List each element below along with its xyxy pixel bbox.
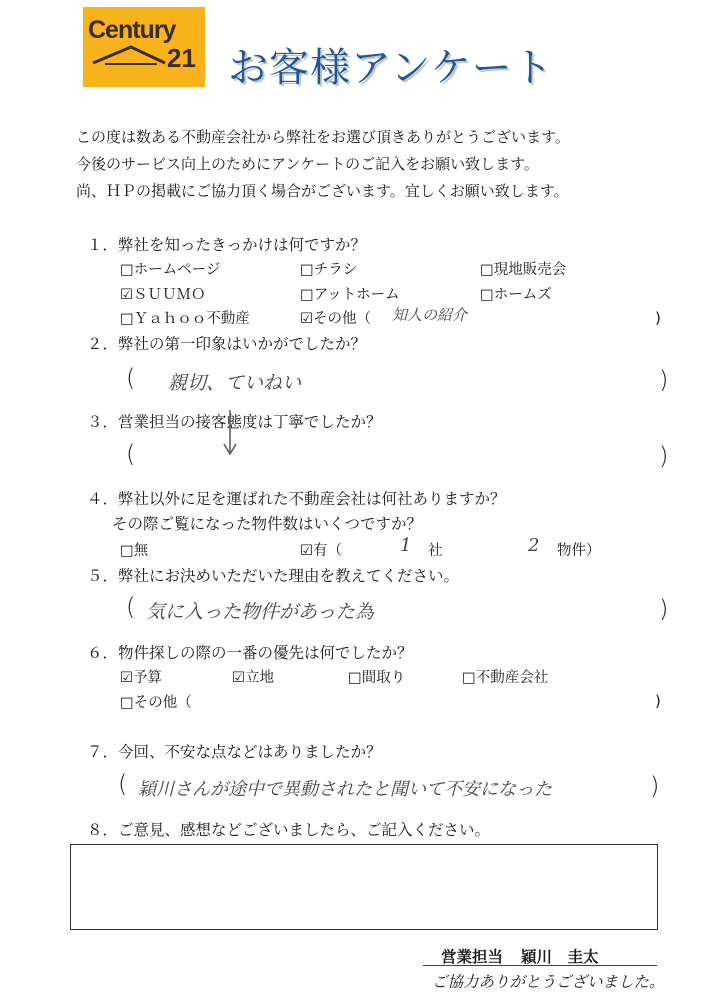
q5-open-paren: (	[126, 593, 136, 621]
q1-option-flyer[interactable]: □チラシ	[300, 262, 358, 278]
q8-label: ８．ご意見、感想などございましたら、ご記入ください。	[87, 821, 491, 839]
q4-property-count: 2	[528, 535, 540, 556]
intro-line-2: 今後のサービス向上のためにアンケートのご記入をお願い致します。	[76, 155, 539, 173]
q4-property-unit: 物件）	[557, 543, 601, 559]
q1-option-open-house[interactable]: □現地販売会	[480, 262, 567, 278]
q6-option-layout[interactable]: □間取り	[348, 670, 406, 686]
page-title: お客様アンケート	[228, 45, 554, 91]
comment-box[interactable]	[70, 844, 658, 930]
logo-number: 21	[167, 43, 196, 73]
q4-option-none[interactable]: □無	[120, 543, 149, 559]
thanks-message: ご協力ありがとうございました。	[432, 973, 665, 991]
handwritten-arrow-icon	[221, 408, 239, 458]
q3-label: ３．営業担当の接客態度は丁寧でしたか？	[87, 413, 382, 431]
house-roof-icon	[91, 43, 171, 67]
staff-name: 穎川 圭太	[521, 948, 599, 966]
q6-label: ６．物件探しの際の一番の優先は何でしたか？	[87, 644, 413, 662]
q5-label: ５．弊社にお決めいただいた理由を教えてください。	[87, 567, 460, 585]
q1-option-suumo[interactable]: ☑ＳＵＵＭＯ	[120, 287, 206, 303]
q7-close-paren: )	[650, 772, 660, 800]
q6-option-location[interactable]: ☑立地	[232, 670, 274, 686]
q6-option-other[interactable]: □その他（	[120, 695, 192, 711]
q1-label: １．弊社を知ったきっかけは何ですか？	[87, 236, 367, 254]
q6-option-agency[interactable]: □不動産会社	[462, 670, 549, 686]
q2-open-paren: (	[126, 364, 136, 392]
q5-answer: 気に入った物件があった為	[146, 601, 374, 623]
q2-close-paren: )	[659, 366, 669, 394]
century21-logo	[83, 7, 205, 87]
q3-close-paren: )	[659, 442, 669, 470]
q4-company-count: 1	[400, 535, 412, 556]
q6-option-budget[interactable]: ☑予算	[120, 670, 162, 686]
staff-label: 営業担当	[441, 948, 504, 966]
signature-line	[423, 965, 657, 966]
q4-label: ４．弊社以外に足を運ばれた不動産会社は何社ありますか？	[87, 490, 506, 508]
q1-option-other[interactable]: ☑その他（	[300, 311, 371, 327]
q7-open-paren: (	[118, 770, 128, 798]
q7-answer: 穎川さんが途中で異動されたと聞いて不安になった	[138, 779, 552, 800]
q4-label-2: その際ご覧になった物件数はいくつですか？	[112, 515, 423, 533]
q1-option-athome[interactable]: □アットホーム	[300, 287, 400, 303]
logo-wordmark: Century	[88, 16, 176, 44]
q1-option-homes[interactable]: □ホームズ	[480, 287, 552, 303]
q7-label: ７．今回、不安な点などはありましたか？	[87, 743, 382, 761]
q1-close-paren: )	[655, 309, 661, 327]
q4-option-yes[interactable]: ☑有（	[300, 543, 342, 559]
q1-option-yahoo[interactable]: □Ｙａｈｏｏ不動産	[120, 311, 250, 327]
intro-line-1: この度は数ある不動産会社から弊社をお選び頂きありがとうございます。	[76, 128, 570, 146]
q5-close-paren: )	[659, 595, 669, 623]
q3-open-paren: (	[126, 440, 136, 468]
q2-label: ２．弊社の第一印象はいかがでしたか？	[87, 335, 367, 353]
q1-option-homepage[interactable]: □ホームページ	[120, 262, 221, 278]
q1-other-answer: 知人の紹介	[392, 306, 468, 324]
q2-answer: 親切、ていねい	[168, 372, 302, 394]
q6-close-paren: )	[655, 692, 661, 710]
q4-company-unit: 社	[428, 543, 443, 559]
intro-line-3: 尚、ＨＰの掲載にご協力頂く場合がございます。宜しくお願い致します。	[76, 182, 569, 200]
